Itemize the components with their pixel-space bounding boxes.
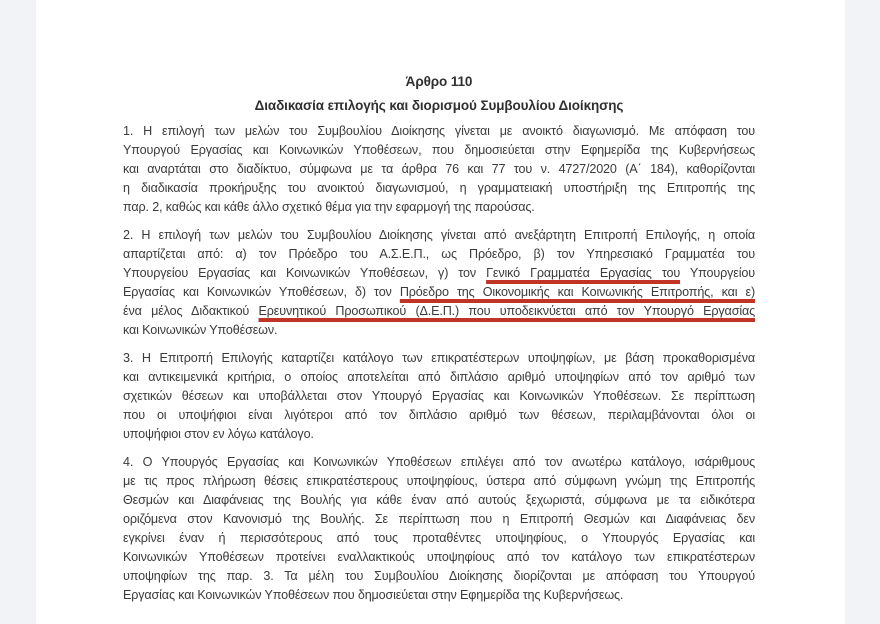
text-line — [123, 198, 755, 217]
text-line — [123, 586, 755, 605]
red-underlined-text: Πρόεδρο της Οικονομικής και Κοινωνικής Επιτροπής, και ε) — [399, 285, 755, 299]
article-title: Άρθρο 110 — [405, 74, 473, 89]
text-line — [123, 425, 755, 444]
text-segment: υποψήφιοι στον εν λόγω κατάλογο. — [123, 427, 314, 441]
red-underlined-text: Ερευνητικού Προσωπικού (Δ.Ε.Π.) που υποδεικνύεται από τον Υπουργό Εργασίας — [258, 304, 756, 318]
text-line — [123, 245, 755, 264]
text-segment: Υπουργού Εργασίας και Κοινωνικών Υποθέσεων, που δημοσιεύεται στην Εφημερίδα της Κυβερνήσεως — [123, 143, 755, 157]
paragraph — [123, 226, 755, 340]
article-document — [123, 72, 755, 605]
text-line — [123, 368, 755, 387]
paragraph — [123, 122, 755, 217]
text-line — [123, 472, 755, 491]
text-segment: η διαδικασία προκήρυξης του ανοικτού διαγωνισμού, η γραμματειακή υποστήριξη της Επιτροπής της — [123, 181, 755, 195]
text-segment: ένα μέλος Διδακτικού — [123, 304, 259, 318]
text-line — [123, 160, 755, 179]
paragraph — [123, 453, 755, 605]
text-line — [123, 548, 755, 567]
text-segment: με τις προς πλήρωση θέσεις επικρατέστερους υποψηφίους, ύστερα από σύμφωνη γνώμη της Επιτροπής — [123, 474, 755, 488]
text-segment: Υπουργείου Εργασίας και Κοινωνικών Υποθέσεων, γ) τον — [123, 266, 487, 280]
text-segment: 4. Ο Υπουργός Εργασίας και Κοινωνικών Υποθέσεων επιλέγει από τον ανωτέρω κατάλογο, ισάριθμους — [123, 455, 755, 469]
text-segment: Θεσμών και Διαφάνειας της Βουλής για κάθε έναν από αυτούς ξεχωριστά, σύμφωνα με τα ειδικότερα — [123, 493, 755, 507]
text-segment: που οι υποψήφιοι είναι λιγότεροι από τον διπλάσιο αριθμό των θέσεων, περιλαμβάνονται όλοι οι — [123, 408, 755, 422]
text-segment: παρ. 2, καθώς και κάθε άλλο σχετικό θέμα για την εφαρμογή της παρούσας. — [123, 200, 535, 214]
text-line — [123, 302, 755, 321]
text-segment: 1. Η επιλογή των μελών του Συμβουλίου Διοίκησης γίνεται με ανοικτό διαγωνισμό. Με απόφαση του — [123, 124, 755, 138]
text-segment: Κοινωνικών Υποθέσεων προτείνει εναλλακτικούς υποψηφίους από τον κατάλογο των επικρατέστερων — [123, 550, 755, 564]
text-line — [123, 406, 755, 425]
text-segment: 3. Η Επιτροπή Επιλογής καταρτίζει κατάλογο των επικρατέστερων υποψηφίων, με βάση προκαθορισμένα — [123, 351, 755, 365]
text-line — [123, 179, 755, 198]
text-segment: και αντικειμενικά κριτήρια, ο οποίος αποτελείται από διπλάσιο αριθμό υποψηφίων από τον αριθμό των — [123, 370, 755, 384]
text-line — [123, 141, 755, 160]
text-segment: σχετικών θέσεων και υποβάλλεται στον Υπουργό Εργασίας και Κοινωνικών Υποθέσεων. Σε περίπτωση — [123, 389, 755, 403]
text-segment: Εργασίας και Κοινωνικών Υποθέσεων, δ) τον — [123, 285, 400, 299]
text-segment: οριζόμενα στον Κανονισμό της Βουλής. Σε περίπτωση που η Επιτροπή Θεσμών και Διαφάνειας δεν — [123, 512, 755, 526]
text-line — [123, 264, 755, 283]
text-segment: Υπουργείου — [680, 266, 755, 280]
text-segment: υποψηφίων της παρ. 3. Τα μέλη του Συμβουλίου Διοίκησης διορίζονται με απόφαση του Υπουργού — [123, 569, 755, 583]
text-line — [123, 349, 755, 368]
paragraph — [123, 349, 755, 444]
text-segment: εγκρίνει έναν ή περισσότερους από τους προταθέντες υποψηφίους, ο Υπουργός Εργασίας και — [123, 531, 755, 545]
text-line — [123, 529, 755, 548]
text-line — [123, 453, 755, 472]
document-body — [123, 122, 755, 605]
text-segment: 2. Η επιλογή των μελών του Συμβουλίου Διοίκησης γίνεται από ανεξάρτητη Επιτροπή Επιλογής, η οποία — [123, 228, 755, 242]
text-segment: απαρτίζεται από: α) τον Πρόεδρο του Α.Σ.Ε.Π., ως Πρόεδρο, β) τον Υπηρεσιακό Γραμματέα του — [123, 247, 755, 261]
left-margin-gutter — [0, 0, 36, 624]
right-margin-gutter — [845, 0, 880, 624]
text-line — [123, 567, 755, 586]
text-line — [123, 510, 755, 529]
text-segment: Εργασίας και Κοινωνικών Υποθέσεων που δημοσιεύεται στην Εφημερίδα της Κυβερνήσεως. — [123, 588, 624, 602]
text-line — [123, 122, 755, 141]
text-segment: και αναρτάται στο διαδίκτυο, σύμφωνα με τα άρθρα 76 και 77 του ν. 4727/2020 (Α΄ 184), καθορίζονται — [123, 162, 755, 176]
text-line — [123, 226, 755, 245]
article-subtitle: Διαδικασία επιλογής και διορισμού Συμβουλίου Διοίκησης — [254, 98, 624, 113]
text-line — [123, 283, 755, 302]
text-segment: και Κοινωνικών Υποθέσεων. — [123, 323, 278, 337]
red-underlined-text: Γενικό Γραμματέα Εργασίας του — [486, 266, 681, 280]
text-line — [123, 491, 755, 510]
text-line — [123, 321, 755, 340]
text-line — [123, 387, 755, 406]
